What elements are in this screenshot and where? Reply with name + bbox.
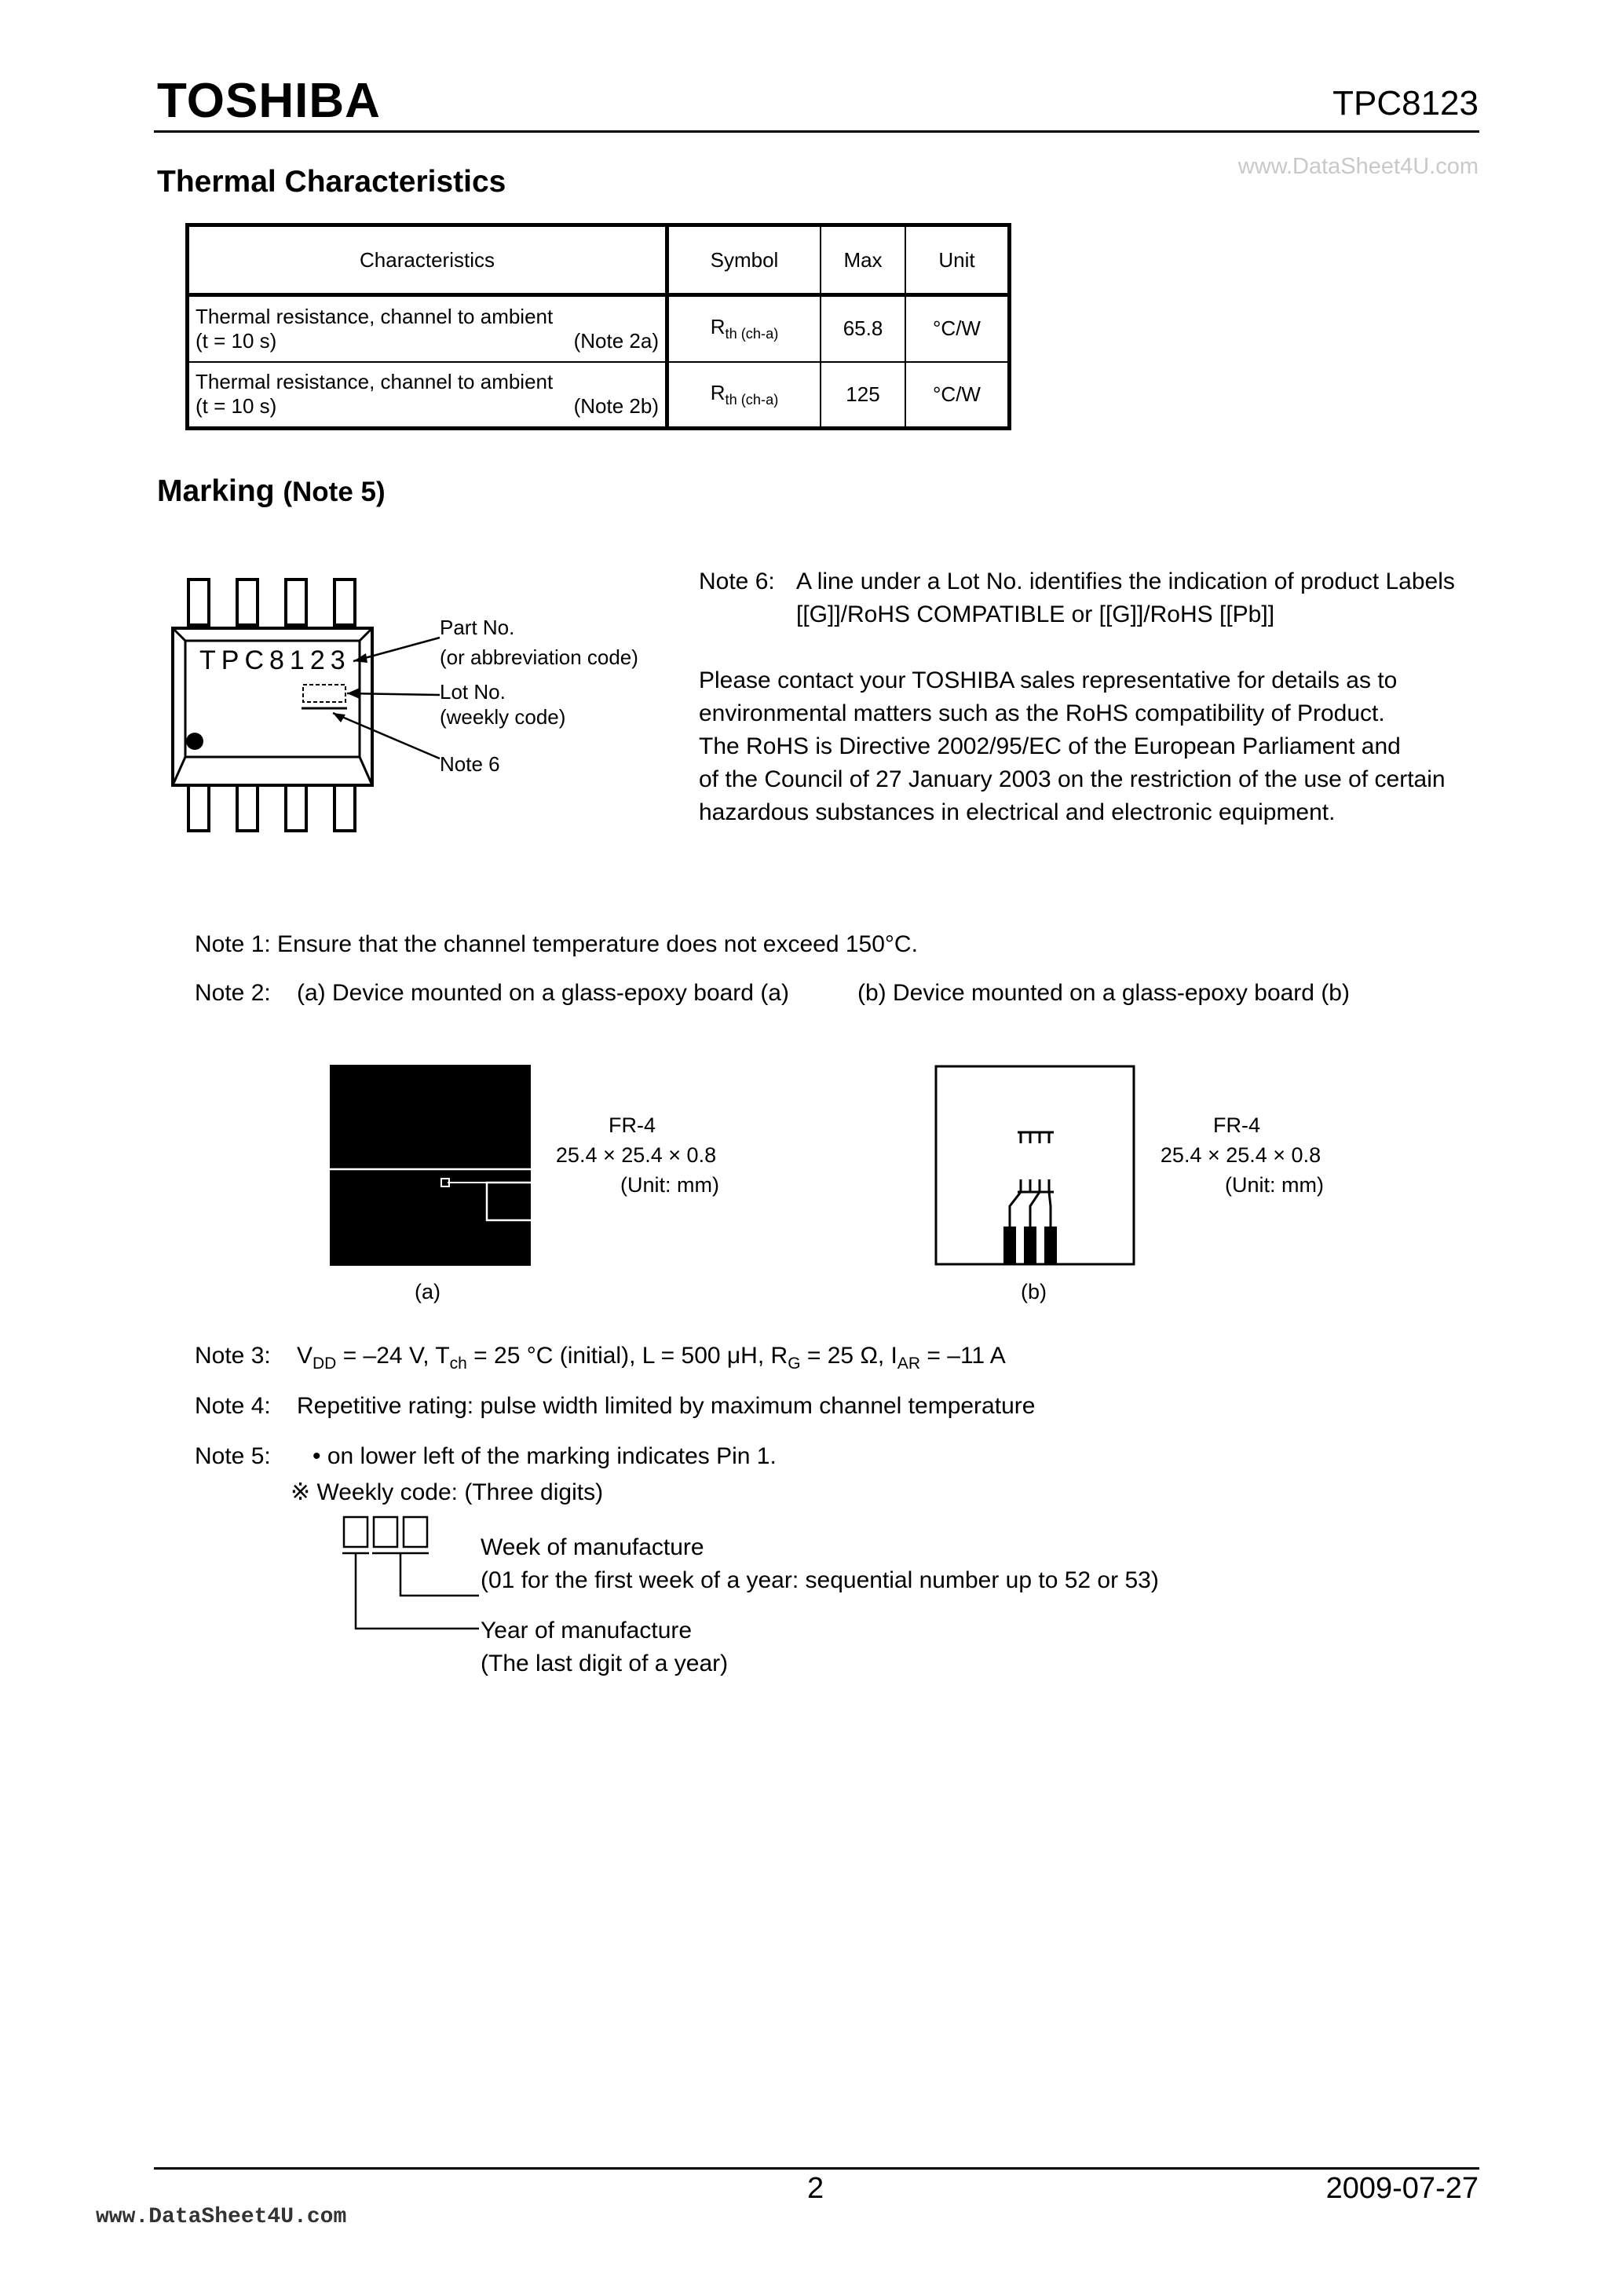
row-note: (Note 2a) bbox=[573, 328, 659, 353]
board-b-dims: 25.4 × 25.4 × 0.8 bbox=[1160, 1143, 1321, 1167]
note2-prefix: Note 2: bbox=[195, 980, 271, 1006]
page-number: 2 bbox=[807, 2172, 824, 2205]
contact-line: environmental matters such as the RoHS compatibility of Product. bbox=[699, 700, 1385, 726]
label-lot-no-sub: (weekly code) bbox=[440, 705, 566, 729]
contact-line: of the Council of 27 January 2003 on the restriction of the use of certain bbox=[699, 766, 1446, 792]
row-unit: °C/W bbox=[905, 362, 1010, 429]
row-char-line1: Thermal resistance, channel to ambient bbox=[196, 304, 554, 328]
note4-text: Repetitive rating: pulse width limited by maximum channel temperature bbox=[297, 1393, 1036, 1419]
marking-title bbox=[157, 474, 386, 509]
part-number: TPC8123 bbox=[1332, 84, 1479, 122]
board-a-caption: (a) bbox=[415, 1280, 440, 1303]
weekly-week-desc: (01 for the first week of a year: sequential number up to 52 or 53) bbox=[481, 1567, 1159, 1593]
row-characteristic bbox=[188, 362, 667, 429]
board-b-diagram bbox=[934, 1065, 1139, 1269]
weekly-week-title: Week of manufacture bbox=[481, 1534, 704, 1560]
row-symbol: $R_{th (ch-a)}$ bbox=[667, 362, 821, 429]
note3-prefix: Note 3: bbox=[195, 1343, 271, 1369]
board-a-material: FR-4 bbox=[609, 1113, 656, 1137]
note6-line2: [[G]]/RoHS COMPATIBLE or [[G]]/RoHS [[Pb]] bbox=[796, 601, 1275, 627]
row-max: 65.8 bbox=[821, 295, 905, 362]
table-row bbox=[188, 362, 1010, 429]
note4-prefix: Note 4: bbox=[195, 1393, 271, 1419]
contact-line: Please contact your TOSHIBA sales representative for details as to bbox=[699, 667, 1398, 693]
note5-weekly: ※ Weekly code: (Three digits) bbox=[291, 1479, 604, 1505]
brand-logo: TOSHIBA bbox=[157, 74, 381, 128]
row-symbol: $R_{th (ch-a)}$ bbox=[667, 295, 821, 362]
col-unit: Unit bbox=[905, 225, 1010, 295]
marking-title-text: Marking bbox=[157, 474, 275, 508]
label-part-no-sub: (or abbreviation code) bbox=[440, 645, 638, 669]
col-symbol: Symbol bbox=[667, 225, 821, 295]
note6-block bbox=[699, 565, 1484, 631]
note2-b: (b) Device mounted on a glass-epoxy board (b) bbox=[857, 980, 1350, 1006]
note6-line1: A line under a Lot No. identifies the indication of product Labels bbox=[796, 569, 1455, 594]
row-note: (Note 2b) bbox=[573, 394, 659, 419]
weekly-year-desc: (The last digit of a year) bbox=[481, 1651, 729, 1676]
thermal-table bbox=[185, 223, 1011, 430]
col-characteristics: Characteristics bbox=[188, 225, 667, 295]
row-unit: °C/W bbox=[905, 295, 1010, 362]
board-a-diagram bbox=[330, 1065, 534, 1269]
row-characteristic bbox=[188, 295, 667, 362]
footer-rule bbox=[154, 2167, 1479, 2170]
table-header-row bbox=[188, 225, 1010, 295]
header-rule bbox=[154, 130, 1479, 133]
chip-text: TPC8123 bbox=[199, 645, 351, 675]
table-row bbox=[188, 295, 1010, 362]
watermark-bottom: www.DataSheet4U.com bbox=[96, 2205, 347, 2229]
board-b-caption: (b) bbox=[1021, 1280, 1047, 1303]
marking-title-note: (Note 5) bbox=[283, 477, 386, 507]
note6-prefix: Note 6: bbox=[699, 569, 775, 594]
row-condition: (t = 10 s) bbox=[196, 394, 277, 419]
row-condition: (t = 10 s) bbox=[196, 328, 277, 353]
label-part-no: Part No. bbox=[440, 616, 515, 639]
weekly-year-title: Year of manufacture bbox=[481, 1618, 693, 1643]
note3-text: $V_{DD} = -24$ V, $T_{ch} = 25$ °C (initial), L = 500 μH, $R_G = 25$ Ω, $I_{AR} = -11$ A bbox=[297, 1343, 1006, 1373]
note5-text: • on lower left of the marking indicates Pin 1. bbox=[313, 1443, 777, 1469]
col-max: Max bbox=[821, 225, 905, 295]
contact-line: The RoHS is Directive 2002/95/EC of the European Parliament and bbox=[699, 733, 1401, 759]
chip-marking-diagram bbox=[165, 573, 667, 840]
watermark-top: www.DataSheet4U.com bbox=[1237, 154, 1479, 179]
note5-prefix: Note 5: bbox=[195, 1443, 271, 1469]
board-a-dims: 25.4 × 25.4 × 0.8 bbox=[555, 1143, 717, 1167]
weekly-code-diagram bbox=[330, 1514, 487, 1640]
board-a-unit: (Unit: mm) bbox=[620, 1173, 719, 1197]
row-char-line1: Thermal resistance, channel to ambient bbox=[196, 370, 554, 394]
contact-block bbox=[699, 664, 1484, 829]
thermal-title: Thermal Characteristics bbox=[157, 165, 506, 199]
footer-date: 2009-07-27 bbox=[1325, 2172, 1479, 2205]
label-note6: Note 6 bbox=[440, 752, 500, 776]
note2-a: (a) Device mounted on a glass-epoxy board (a) bbox=[297, 980, 789, 1006]
contact-line: hazardous substances in electrical and electronic equipment. bbox=[699, 799, 1336, 825]
board-b-unit: (Unit: mm) bbox=[1225, 1173, 1324, 1197]
label-lot-no: Lot No. bbox=[440, 680, 506, 704]
note1: Note 1: Ensure that the channel temperature does not exceed 150°C. bbox=[195, 931, 918, 957]
board-b-material: FR-4 bbox=[1213, 1113, 1260, 1137]
row-max: 125 bbox=[821, 362, 905, 429]
